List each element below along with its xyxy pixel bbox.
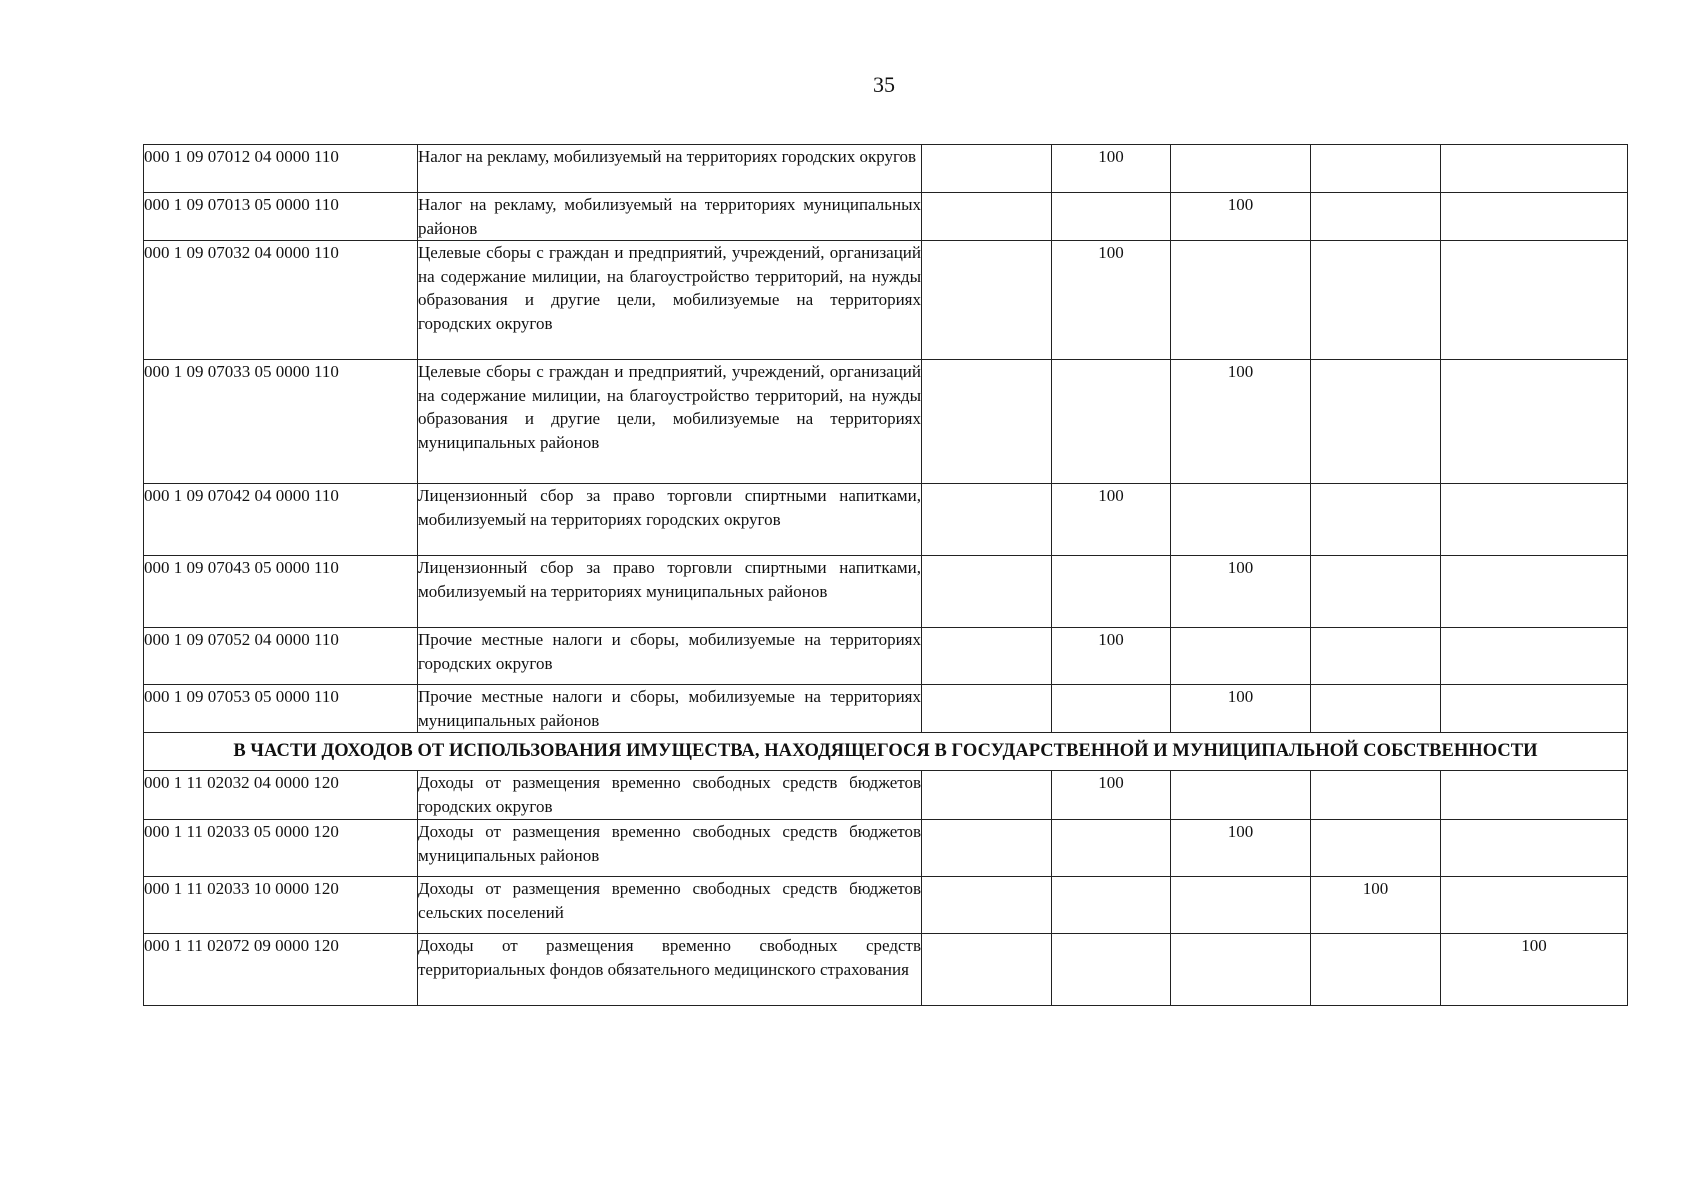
- value-cell: [922, 628, 1052, 685]
- section-title: В ЧАСТИ ДОХОДОВ ОТ ИСПОЛЬЗОВАНИЯ ИМУЩЕСТВА, НАХОДЯЩЕГОСЯ В ГОСУДАРСТВЕННОЙ И МУНИЦИПАЛЬНОЙ СОБСТВЕННОСТИ: [144, 733, 1628, 771]
- value-cell: 100: [1052, 484, 1171, 556]
- table-row: [144, 820, 1628, 877]
- value-cell: [1052, 360, 1171, 484]
- value-cell: [922, 145, 1052, 193]
- row-name: Прочие местные налоги и сборы, мобилизуемые на территориях городских округов: [418, 628, 922, 685]
- value-cell: [1311, 145, 1441, 193]
- value-cell: 100: [1171, 556, 1311, 628]
- value-cell: 100: [1441, 934, 1628, 1006]
- value-cell: [1171, 877, 1311, 934]
- value-cell: [1441, 484, 1628, 556]
- value-cell: [1311, 820, 1441, 877]
- value-cell: [1052, 193, 1171, 241]
- value-cell: [1171, 771, 1311, 820]
- table-body: [144, 145, 1628, 1006]
- row-code: 000 1 09 07042 04 0000 110: [144, 484, 418, 556]
- value-cell: [922, 241, 1052, 360]
- row-name: Доходы от размещения временно свободных средств бюджетов сельских поселений: [418, 877, 922, 934]
- row-name: Доходы от размещения временно свободных средств территориальных фондов обязательного медицинского страхования: [418, 934, 922, 1006]
- value-cell: [1441, 360, 1628, 484]
- value-cell: [1311, 685, 1441, 733]
- value-cell: [1311, 934, 1441, 1006]
- row-code: 000 1 11 02033 05 0000 120: [144, 820, 418, 877]
- value-cell: [1052, 820, 1171, 877]
- value-cell: [1441, 145, 1628, 193]
- value-cell: [1441, 241, 1628, 360]
- value-cell: 100: [1311, 877, 1441, 934]
- table-row: [144, 771, 1628, 820]
- table-row: [144, 628, 1628, 685]
- value-cell: [1052, 934, 1171, 1006]
- table-row: [144, 556, 1628, 628]
- value-cell: [1311, 193, 1441, 241]
- value-cell: [1311, 556, 1441, 628]
- value-cell: [1441, 193, 1628, 241]
- row-code: 000 1 09 07012 04 0000 110: [144, 145, 418, 193]
- value-cell: [1052, 877, 1171, 934]
- value-cell: [1441, 556, 1628, 628]
- value-cell: [922, 934, 1052, 1006]
- row-name: Налог на рекламу, мобилизуемый на территориях муниципальных районов: [418, 193, 922, 241]
- value-cell: 100: [1171, 193, 1311, 241]
- value-cell: 100: [1171, 360, 1311, 484]
- row-name: Прочие местные налоги и сборы, мобилизуемые на территориях муниципальных районов: [418, 685, 922, 733]
- value-cell: [1311, 771, 1441, 820]
- value-cell: [1052, 685, 1171, 733]
- value-cell: [922, 360, 1052, 484]
- value-cell: [922, 771, 1052, 820]
- value-cell: 100: [1052, 145, 1171, 193]
- row-code: 000 1 11 02072 09 0000 120: [144, 934, 418, 1006]
- value-cell: 100: [1052, 628, 1171, 685]
- value-cell: [1171, 484, 1311, 556]
- value-cell: 100: [1171, 820, 1311, 877]
- row-name: Лицензионный сбор за право торговли спиртными напитками, мобилизуемый на территориях муниципальных районов: [418, 556, 922, 628]
- row-code: 000 1 09 07052 04 0000 110: [144, 628, 418, 685]
- row-name: Доходы от размещения временно свободных средств бюджетов муниципальных районов: [418, 820, 922, 877]
- value-cell: [1052, 556, 1171, 628]
- value-cell: [922, 877, 1052, 934]
- row-name: Целевые сборы с граждан и предприятий, учреждений, организаций на содержание милиции, на благоустройство территорий, на нужды образования и другие цели, мобилизуемые на территориях муниципальных районов: [418, 360, 922, 484]
- row-name: Целевые сборы с граждан и предприятий, учреждений, организаций на содержание милиции, на благоустройство территорий, на нужды образования и другие цели, мобилизуемые на территориях городских округов: [418, 241, 922, 360]
- value-cell: [1441, 820, 1628, 877]
- table-row: [144, 145, 1628, 193]
- table-row: [144, 685, 1628, 733]
- row-code: 000 1 11 02033 10 0000 120: [144, 877, 418, 934]
- value-cell: 100: [1052, 241, 1171, 360]
- value-cell: [1171, 145, 1311, 193]
- row-code: 000 1 09 07013 05 0000 110: [144, 193, 418, 241]
- row-code: 000 1 09 07032 04 0000 110: [144, 241, 418, 360]
- table-row: [144, 934, 1628, 1006]
- value-cell: [922, 556, 1052, 628]
- value-cell: [1441, 877, 1628, 934]
- value-cell: [922, 193, 1052, 241]
- value-cell: [922, 685, 1052, 733]
- value-cell: [1441, 628, 1628, 685]
- table-row: [144, 877, 1628, 934]
- row-code: 000 1 09 07053 05 0000 110: [144, 685, 418, 733]
- revenue-distribution-table: [143, 144, 1628, 1006]
- value-cell: 100: [1052, 771, 1171, 820]
- value-cell: [1441, 685, 1628, 733]
- row-name: Лицензионный сбор за право торговли спиртными напитками, мобилизуемый на территориях городских округов: [418, 484, 922, 556]
- value-cell: [1311, 628, 1441, 685]
- row-code: 000 1 09 07043 05 0000 110: [144, 556, 418, 628]
- value-cell: [1171, 241, 1311, 360]
- value-cell: [1171, 934, 1311, 1006]
- table-row: [144, 360, 1628, 484]
- table-row: [144, 484, 1628, 556]
- table-row: [144, 241, 1628, 360]
- table-row: [144, 193, 1628, 241]
- value-cell: [1171, 628, 1311, 685]
- value-cell: [1311, 484, 1441, 556]
- value-cell: [922, 484, 1052, 556]
- row-name: Доходы от размещения временно свободных средств бюджетов городских округов: [418, 771, 922, 820]
- row-name: Налог на рекламу, мобилизуемый на территориях городских округов: [418, 145, 922, 193]
- value-cell: 100: [1171, 685, 1311, 733]
- section-row: [144, 733, 1628, 771]
- value-cell: [1441, 771, 1628, 820]
- value-cell: [1311, 241, 1441, 360]
- row-code: 000 1 11 02032 04 0000 120: [144, 771, 418, 820]
- value-cell: [1311, 360, 1441, 484]
- row-code: 000 1 09 07033 05 0000 110: [144, 360, 418, 484]
- value-cell: [922, 820, 1052, 877]
- page-number: 35: [873, 72, 895, 97]
